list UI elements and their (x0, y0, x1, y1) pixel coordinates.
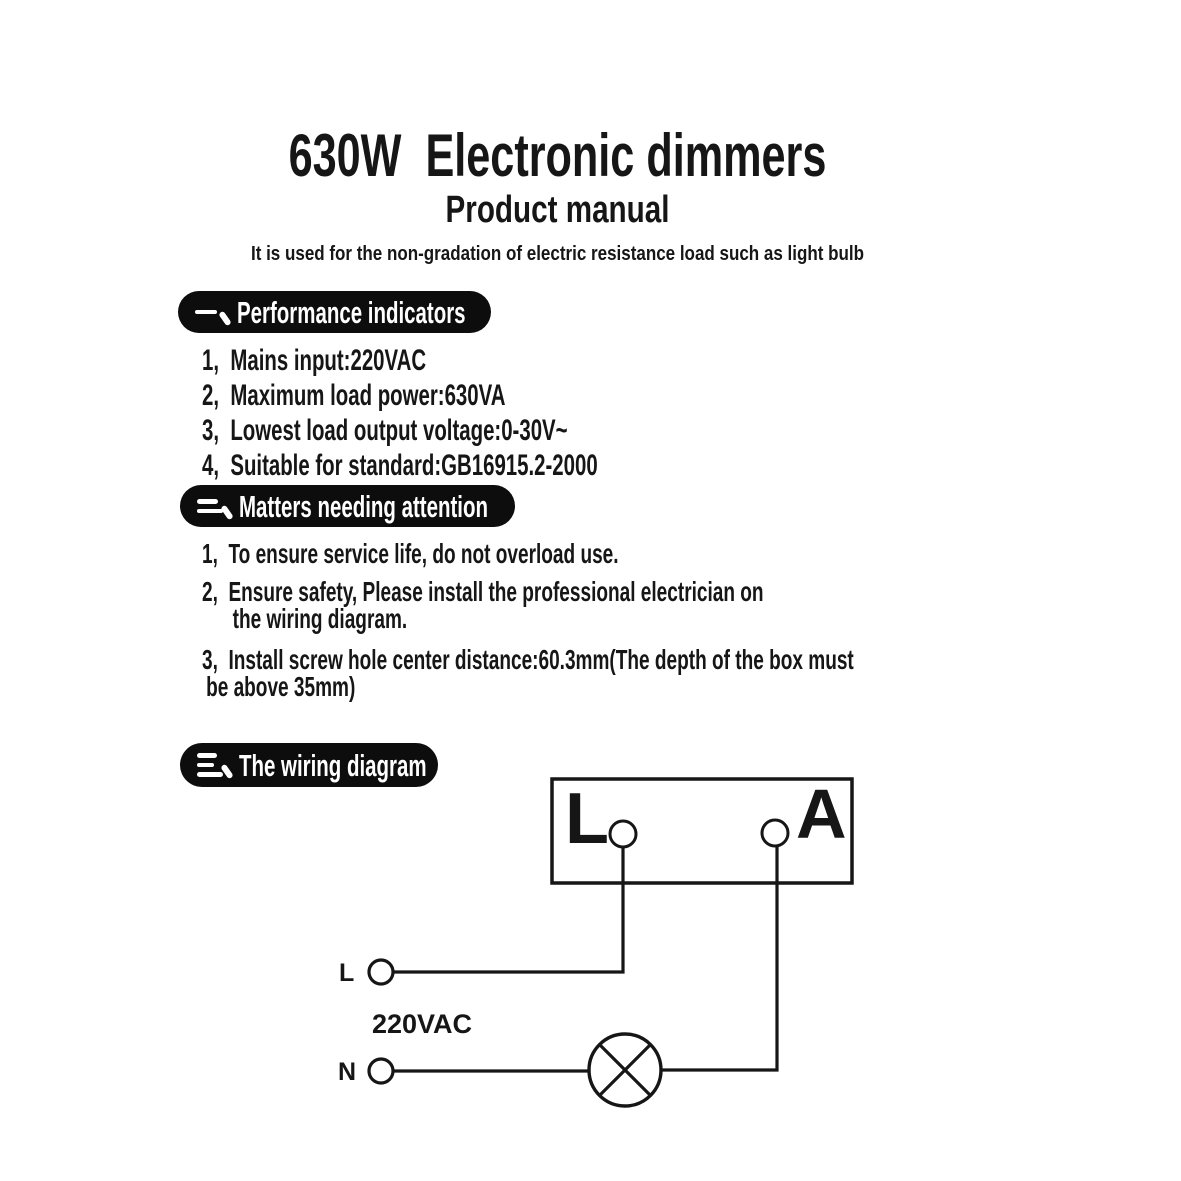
list-item (202, 378, 784, 413)
list-item-line: 1, Mains input:220VAC (202, 344, 427, 377)
cjk-numeral-one-icon (195, 310, 221, 315)
live-supply-terminal-circle (369, 960, 393, 984)
list-item-line: be above 35mm) (206, 671, 356, 702)
cjk-numeral-two-icon (197, 499, 223, 513)
list-item (202, 448, 784, 483)
list-item-line: 3, Lowest load output voltage:0-30V~ (202, 414, 568, 447)
ideographic-comma-icon (220, 504, 234, 520)
list-item-line: 1, To ensure service life, do not overload use. (202, 538, 619, 569)
neutral-supply-terminal-circle (369, 1059, 393, 1083)
list-item (202, 578, 1160, 632)
live-supply-label: L (339, 959, 355, 987)
page-tagline: It is used for the non-gradation of electric resistance load such as light bulb (250, 243, 865, 265)
box-terminal-right-circle (762, 820, 788, 846)
section-heading-label: Matters needing attention (239, 488, 488, 524)
wiring-diagram (0, 700, 1181, 1181)
page-title: 630W Electronic dimmers (288, 122, 827, 189)
list-item-line: 4, Suitable for standard:GB16915.2-2000 (202, 449, 598, 482)
list-item-line: 2, Maximum load power:630VA (202, 379, 506, 412)
box-terminal-left-label: L (565, 779, 609, 859)
page-subtitle: Product manual (445, 189, 670, 231)
list-item-line: 3, Install screw hole center distance:60.3mm(The depth of the box must (202, 644, 854, 675)
attention-list (202, 540, 1160, 700)
list-item (202, 343, 784, 378)
list-item-line: 2, Ensure safety, Please install the professional electrician on (202, 576, 764, 607)
box-terminal-right-label: A (796, 775, 847, 853)
section-heading-performance-indicators (178, 291, 491, 333)
performance-indicators-list (202, 343, 784, 483)
list-item (202, 646, 1160, 700)
neutral-supply-label: N (338, 1058, 357, 1086)
section-heading-label: Performance indicators (237, 294, 466, 330)
list-item (202, 413, 784, 448)
section-heading-label: The wiring diagram (239, 747, 427, 783)
voltage-label: 220VAC (372, 1009, 473, 1039)
section-heading-matters-needing-attention (180, 485, 515, 527)
box-terminal-left-circle (610, 821, 636, 847)
live-wire (393, 847, 623, 972)
load-wire (661, 846, 777, 1070)
ideographic-comma-icon (218, 310, 232, 326)
list-item (202, 540, 1160, 567)
lamp-icon (589, 1034, 661, 1106)
list-item-line: the wiring diagram. (232, 603, 408, 634)
